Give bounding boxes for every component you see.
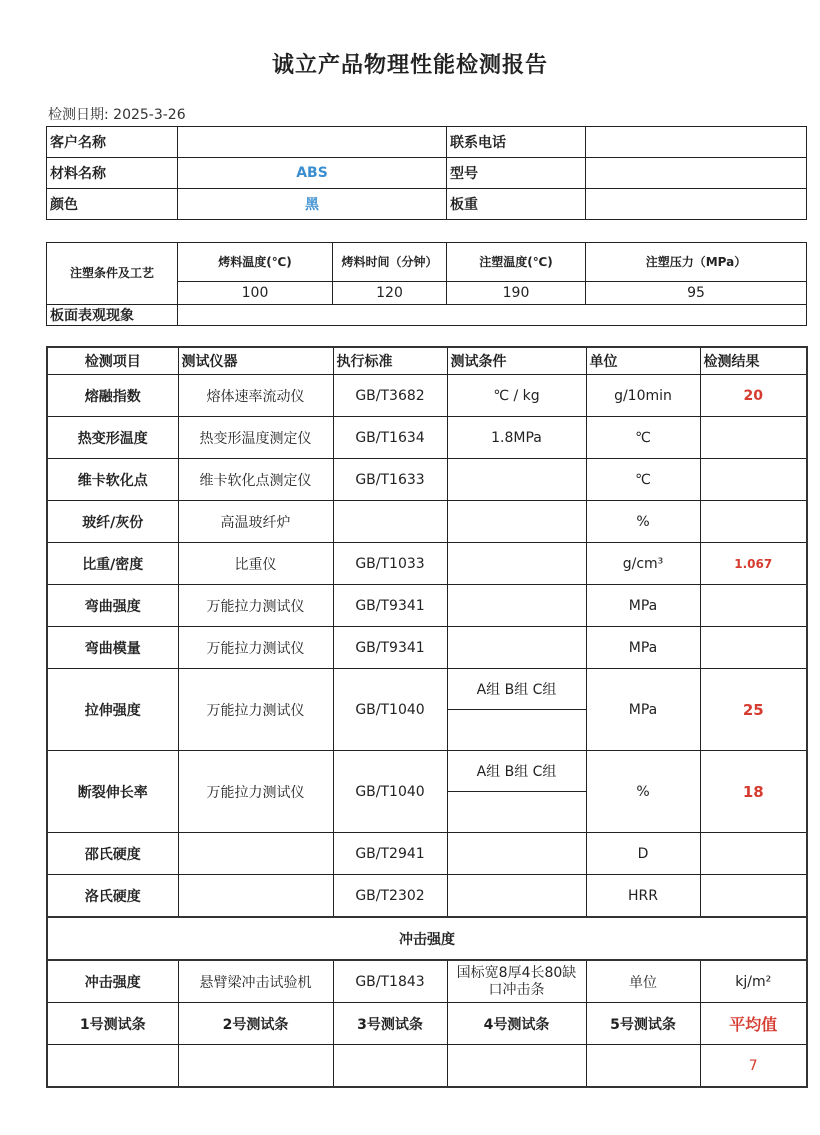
surface-value bbox=[178, 305, 807, 326]
phone-label: 联系电话 bbox=[447, 127, 586, 158]
elongation-standard: GB/T1040 bbox=[333, 751, 447, 833]
model-value bbox=[586, 158, 807, 189]
rockwell-condition bbox=[447, 875, 586, 918]
bar-value-5 bbox=[586, 1045, 700, 1088]
row-condition: ℃ / kg bbox=[447, 375, 586, 417]
row-condition bbox=[447, 585, 586, 627]
color-value: 黑 bbox=[178, 189, 447, 220]
bar-header-4: 4号测试条 bbox=[447, 1003, 586, 1045]
row-result bbox=[700, 627, 807, 669]
shore-row bbox=[47, 833, 807, 875]
customer-label: 客户名称 bbox=[47, 127, 178, 158]
row-standard: GB/T1033 bbox=[333, 543, 447, 585]
surface-label: 板面表观现象 bbox=[47, 305, 178, 326]
elongation-result: 18 bbox=[700, 751, 807, 833]
process-value-4: 95 bbox=[586, 282, 807, 305]
test-date: 检测日期: 2025-3-26 bbox=[48, 107, 186, 123]
elongation-unit: % bbox=[586, 751, 700, 833]
row-unit: MPa bbox=[586, 627, 700, 669]
rockwell-instrument bbox=[178, 875, 333, 918]
row-instrument: 万能拉力测试仪 bbox=[178, 585, 333, 627]
elongation-row bbox=[47, 751, 807, 792]
row-item: 玻纤/灰份 bbox=[47, 501, 178, 543]
header-item: 检测项目 bbox=[47, 347, 178, 375]
tensile-standard: GB/T1040 bbox=[333, 669, 447, 751]
tensile-row bbox=[47, 669, 807, 710]
table-row bbox=[47, 375, 807, 417]
model-label: 型号 bbox=[447, 158, 586, 189]
rockwell-result bbox=[700, 875, 807, 918]
process-value-3: 190 bbox=[447, 282, 586, 305]
row-instrument: 维卡软化点测定仪 bbox=[178, 459, 333, 501]
impact-section-title: 冲击强度 bbox=[47, 917, 807, 960]
row-condition bbox=[447, 501, 586, 543]
elongation-condition-values bbox=[447, 792, 586, 833]
row-standard: GB/T3682 bbox=[333, 375, 447, 417]
bar-header-2: 2号测试条 bbox=[178, 1003, 333, 1045]
shore-unit: D bbox=[586, 833, 700, 875]
rockwell-standard: GB/T2302 bbox=[333, 875, 447, 918]
row-unit: ℃ bbox=[586, 459, 700, 501]
row-instrument: 万能拉力测试仪 bbox=[178, 627, 333, 669]
results-table bbox=[46, 346, 808, 1088]
process-header-2: 烤料时间（分钟） bbox=[333, 243, 447, 282]
row-condition bbox=[447, 543, 586, 585]
row-instrument: 熔体速率流动仪 bbox=[178, 375, 333, 417]
customer-value bbox=[178, 127, 447, 158]
impact-unit: kj/m² bbox=[700, 960, 807, 1003]
table-row bbox=[47, 417, 807, 459]
row-item: 弯曲模量 bbox=[47, 627, 178, 669]
color-label: 颜色 bbox=[47, 189, 178, 220]
tensile-condition: A组 B组 C组 bbox=[447, 669, 586, 710]
report-title: 诚立产品物理性能检测报告 bbox=[271, 53, 548, 78]
bar-header-5: 5号测试条 bbox=[586, 1003, 700, 1045]
info-table bbox=[46, 126, 807, 220]
row-instrument: 高温玻纤炉 bbox=[178, 501, 333, 543]
impact-row bbox=[47, 960, 807, 1003]
tensile-result: 25 bbox=[700, 669, 807, 751]
impact-item: 冲击强度 bbox=[47, 960, 178, 1003]
tensile-condition-values bbox=[447, 710, 586, 751]
board-weight-value bbox=[586, 189, 807, 220]
row-unit: g/cm³ bbox=[586, 543, 700, 585]
header-instrument: 测试仪器 bbox=[178, 347, 333, 375]
row-result bbox=[700, 585, 807, 627]
row-instrument: 热变形温度测定仪 bbox=[178, 417, 333, 459]
row-item: 热变形温度 bbox=[47, 417, 178, 459]
rockwell-unit: HRR bbox=[586, 875, 700, 918]
average-value: 7 bbox=[700, 1045, 807, 1088]
table-row bbox=[47, 543, 807, 585]
row-standard: GB/T1633 bbox=[333, 459, 447, 501]
row-item: 弯曲强度 bbox=[47, 585, 178, 627]
average-header: 平均值 bbox=[700, 1003, 807, 1045]
shore-standard: GB/T2941 bbox=[333, 833, 447, 875]
elongation-instrument: 万能拉力测试仪 bbox=[178, 751, 333, 833]
process-value-2: 120 bbox=[333, 282, 447, 305]
phone-value bbox=[586, 127, 807, 158]
process-value-1: 100 bbox=[178, 282, 333, 305]
bar-value-3 bbox=[333, 1045, 447, 1088]
bar-value-2 bbox=[178, 1045, 333, 1088]
table-row bbox=[47, 501, 807, 543]
table-row bbox=[47, 585, 807, 627]
tensile-item: 拉伸强度 bbox=[47, 669, 178, 751]
row-unit: % bbox=[586, 501, 700, 543]
row-standard: GB/T1634 bbox=[333, 417, 447, 459]
board-weight-label: 板重 bbox=[447, 189, 586, 220]
impact-condition: 国标宽8厚4长80缺口冲击条 bbox=[447, 960, 586, 1003]
impact-instrument: 悬臂梁冲击试验机 bbox=[178, 960, 333, 1003]
row-result bbox=[700, 459, 807, 501]
header-condition: 测试条件 bbox=[447, 347, 586, 375]
elongation-condition: A组 B组 C组 bbox=[447, 751, 586, 792]
impact-unit-label: 单位 bbox=[586, 960, 700, 1003]
material-value: ABS bbox=[178, 158, 447, 189]
row-condition: 1.8MPa bbox=[447, 417, 586, 459]
header-unit: 单位 bbox=[586, 347, 700, 375]
row-instrument: 比重仪 bbox=[178, 543, 333, 585]
row-item: 维卡软化点 bbox=[47, 459, 178, 501]
process-label: 注塑条件及工艺 bbox=[47, 243, 178, 305]
row-item: 比重/密度 bbox=[47, 543, 178, 585]
row-standard bbox=[333, 501, 447, 543]
row-condition bbox=[447, 459, 586, 501]
process-table bbox=[46, 242, 807, 326]
header-standard: 执行标准 bbox=[333, 347, 447, 375]
row-item: 熔融指数 bbox=[47, 375, 178, 417]
row-result: 20 bbox=[700, 375, 807, 417]
row-unit: MPa bbox=[586, 585, 700, 627]
bar-value-row bbox=[47, 1045, 807, 1088]
tensile-unit: MPa bbox=[586, 669, 700, 751]
row-unit: ℃ bbox=[586, 417, 700, 459]
row-standard: GB/T9341 bbox=[333, 585, 447, 627]
row-result bbox=[700, 417, 807, 459]
bar-header-row bbox=[47, 1003, 807, 1045]
table-row bbox=[47, 627, 807, 669]
row-result: 1.067 bbox=[700, 543, 807, 585]
bar-header-3: 3号测试条 bbox=[333, 1003, 447, 1045]
header-result: 检测结果 bbox=[700, 347, 807, 375]
shore-result bbox=[700, 833, 807, 875]
tensile-instrument: 万能拉力测试仪 bbox=[178, 669, 333, 751]
shore-condition bbox=[447, 833, 586, 875]
row-unit: g/10min bbox=[586, 375, 700, 417]
process-header-3: 注塑温度(℃) bbox=[447, 243, 586, 282]
bar-value-4 bbox=[447, 1045, 586, 1088]
row-condition bbox=[447, 627, 586, 669]
elongation-item: 断裂伸长率 bbox=[47, 751, 178, 833]
impact-standard: GB/T1843 bbox=[333, 960, 447, 1003]
shore-item: 邵氏硬度 bbox=[47, 833, 178, 875]
row-result bbox=[700, 501, 807, 543]
rockwell-item: 洛氏硬度 bbox=[47, 875, 178, 918]
table-row bbox=[47, 459, 807, 501]
material-label: 材料名称 bbox=[47, 158, 178, 189]
process-header-4: 注塑压力（MPa） bbox=[586, 243, 807, 282]
bar-value-1 bbox=[47, 1045, 178, 1088]
row-standard: GB/T9341 bbox=[333, 627, 447, 669]
bar-header-1: 1号测试条 bbox=[47, 1003, 178, 1045]
process-header-1: 烤料温度(℃) bbox=[178, 243, 333, 282]
rockwell-row bbox=[47, 875, 807, 918]
shore-instrument bbox=[178, 833, 333, 875]
